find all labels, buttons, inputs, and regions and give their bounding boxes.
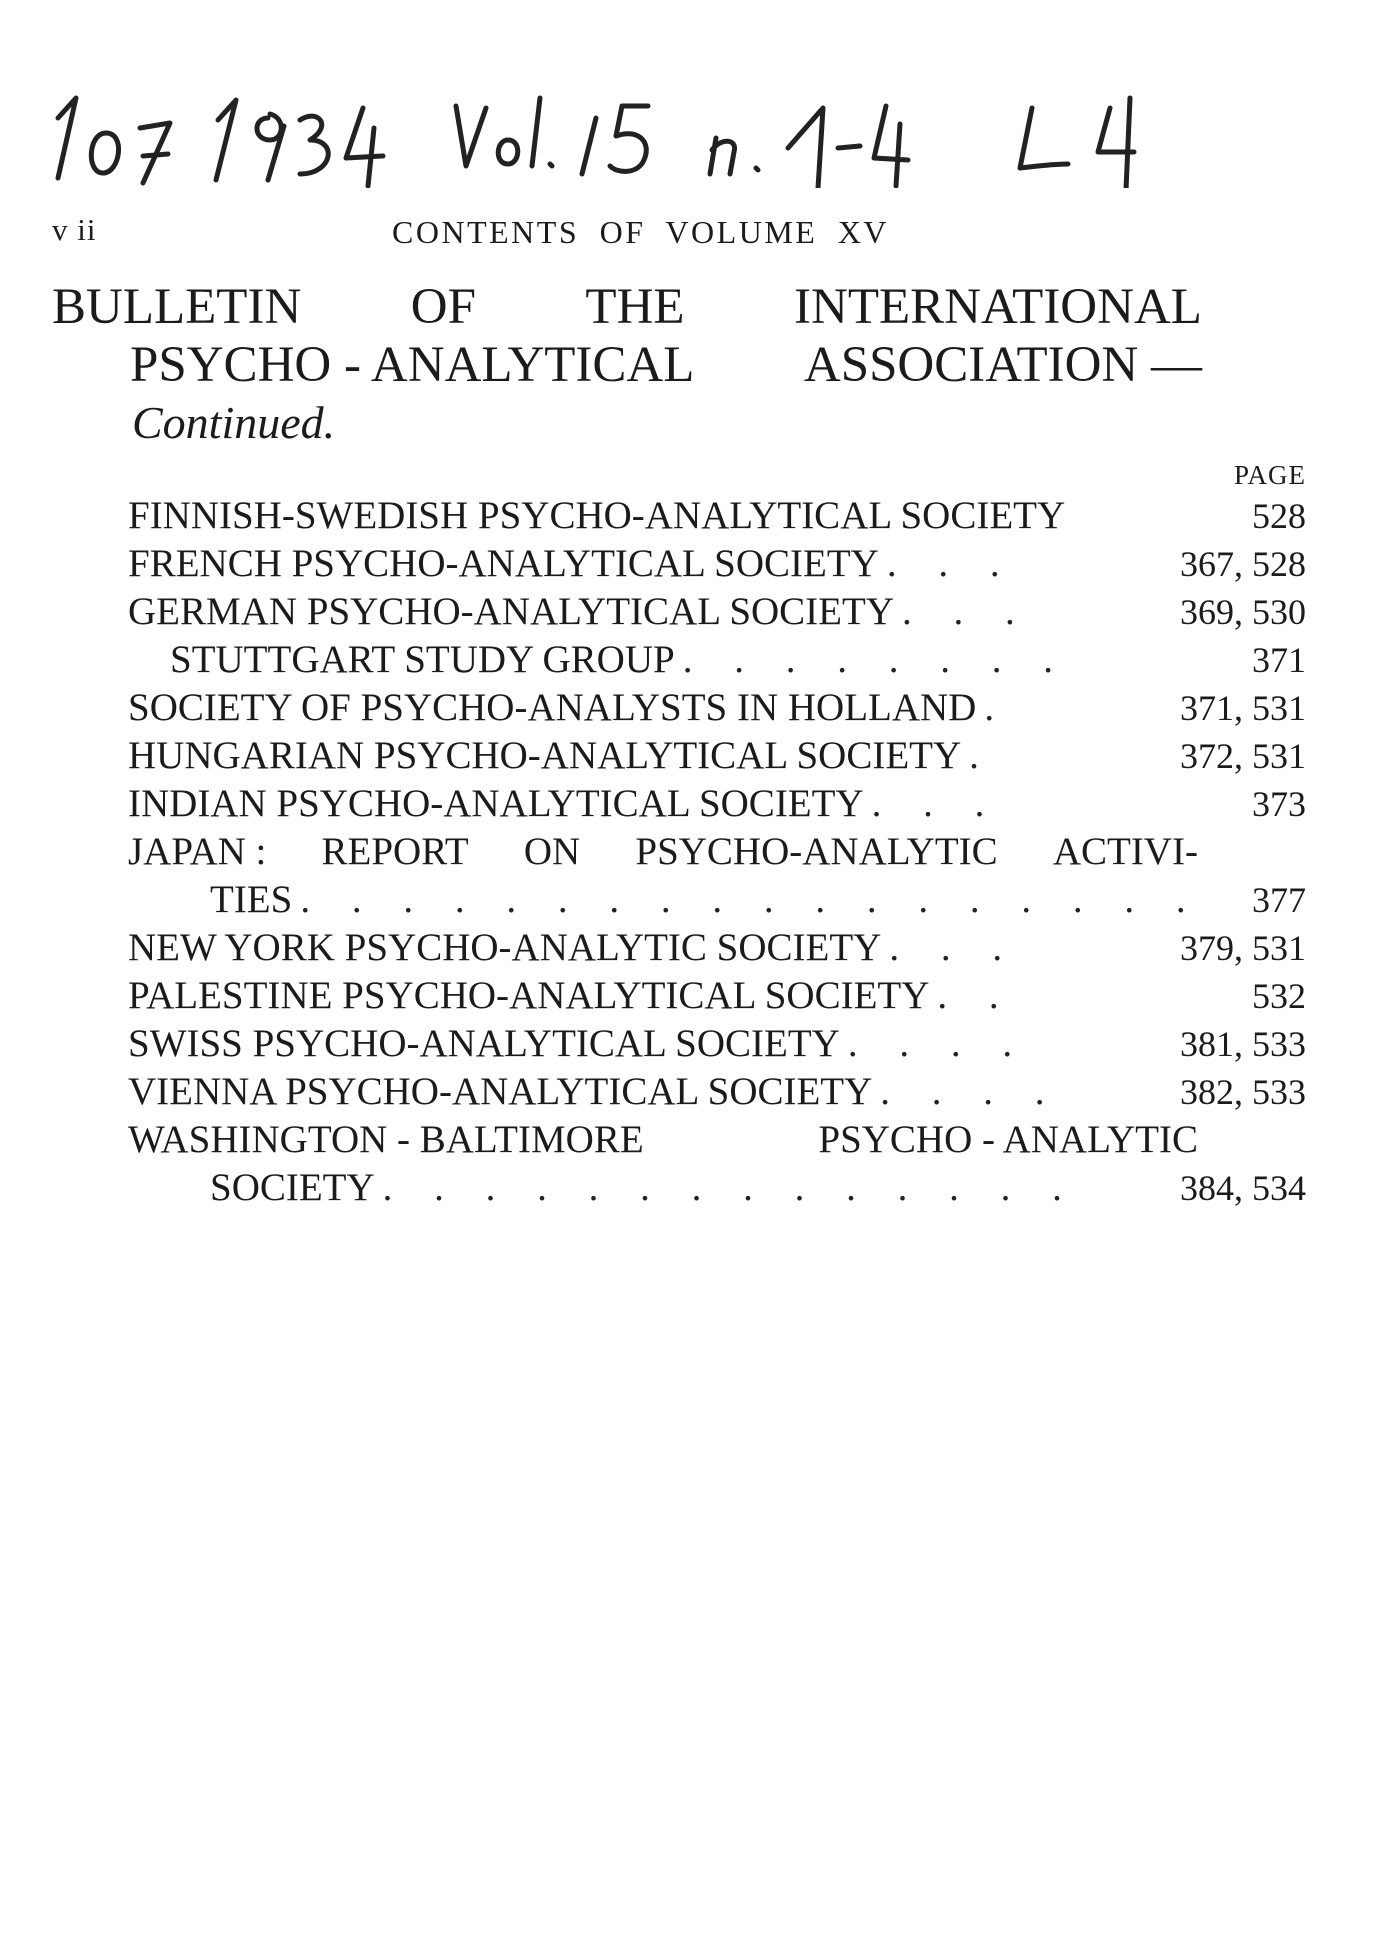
toc-entry-pages: 373 bbox=[1252, 784, 1306, 824]
toc-entry-label: NEW YORK PSYCHO-ANALYTIC SOCIETY bbox=[128, 926, 882, 969]
toc-entry-label: VIENNA PSYCHO-ANALYTICAL SOCIETY bbox=[128, 1070, 873, 1113]
leader-dots: . bbox=[969, 734, 995, 777]
leader-dots: . . . . . . . . . . . . . . . . . . bbox=[300, 878, 1202, 921]
leader-dots: . . . bbox=[901, 590, 1031, 633]
leader-dots: . . . . . . . . . . . . . . bbox=[382, 1166, 1078, 1209]
toc-entry-label: GERMAN PSYCHO-ANALYTICAL SOCIETY bbox=[128, 590, 894, 633]
leader-dots: . . . . bbox=[847, 1022, 1029, 1065]
toc-entry-label: FRENCH PSYCHO-ANALYTICAL SOCIETY bbox=[128, 542, 879, 585]
toc-entry-pages: 377 bbox=[1252, 880, 1306, 920]
label-word: ON bbox=[523, 830, 581, 873]
toc-entry bbox=[128, 1116, 1306, 1212]
title-word: THE bbox=[585, 279, 685, 335]
running-head bbox=[52, 212, 1322, 252]
toc-entry-pages: 371 bbox=[1252, 640, 1306, 680]
toc-entry-label-cont: SOCIETY bbox=[210, 1166, 375, 1209]
toc-entry-pages: 381, 533 bbox=[1180, 1024, 1306, 1064]
toc-entry bbox=[128, 732, 1306, 780]
handwritten-shelfmark bbox=[48, 78, 1228, 188]
leader-dots: . . bbox=[937, 974, 1015, 1017]
running-title: CONTENTS OF VOLUME XV bbox=[392, 214, 890, 250]
toc-entry-pages: 367, 528 bbox=[1180, 544, 1306, 584]
label-word: PSYCHO-ANALYTIC bbox=[635, 830, 998, 873]
toc-entry-pages: 382, 533 bbox=[1180, 1072, 1306, 1112]
toc-entry-label: SWISS PSYCHO-ANALYTICAL SOCIETY bbox=[128, 1022, 840, 1065]
toc-entry-pages: 369, 530 bbox=[1180, 592, 1306, 632]
toc-entry-label: STUTTGART STUDY GROUP bbox=[170, 638, 675, 681]
leader-dots: . . . bbox=[886, 542, 1016, 585]
toc-entry bbox=[128, 828, 1306, 924]
toc-entry-pages: 379, 531 bbox=[1180, 928, 1306, 968]
title-word: OF bbox=[410, 279, 476, 335]
toc-subentry bbox=[128, 636, 1306, 684]
toc-entry bbox=[128, 684, 1306, 732]
toc-entry bbox=[128, 972, 1306, 1020]
toc-entry bbox=[128, 1020, 1306, 1068]
table-of-contents bbox=[128, 460, 1306, 1212]
toc-entry-label bbox=[128, 828, 1198, 876]
toc-entry-label-cont: TIES bbox=[210, 878, 293, 921]
label-word: JAPAN : bbox=[128, 830, 267, 873]
toc-entry-label: HUNGARIAN PSYCHO-ANALYTICAL SOCIETY bbox=[128, 734, 962, 777]
toc-entry-label bbox=[128, 1116, 1198, 1164]
toc-entry-label: FINNISH-SWEDISH PSYCHO-ANALYTICAL SOCIETY bbox=[128, 494, 1066, 537]
toc-entry bbox=[128, 780, 1306, 828]
toc-entry bbox=[128, 588, 1306, 636]
toc-entry-pages: 384, 534 bbox=[1180, 1168, 1306, 1208]
title-word: ASSOCIATION — bbox=[803, 337, 1202, 393]
toc-entry-pages: 372, 531 bbox=[1180, 736, 1306, 776]
label-word: ACTIVI- bbox=[1052, 830, 1198, 873]
label-word: PSYCHO - ANALYTIC bbox=[818, 1118, 1198, 1161]
toc-entry-pages: 371, 531 bbox=[1180, 688, 1306, 728]
toc-entry-continuation bbox=[128, 876, 1306, 924]
section-title bbox=[52, 278, 1202, 452]
leader-dots: . . . bbox=[889, 926, 1019, 969]
section-title-line-2 bbox=[52, 336, 1202, 394]
toc-entry-label: INDIAN PSYCHO-ANALYTICAL SOCIETY bbox=[128, 782, 864, 825]
toc-entry-label: PALESTINE PSYCHO-ANALYTICAL SOCIETY bbox=[128, 974, 930, 1017]
toc-entry-pages: 528 bbox=[1252, 496, 1306, 536]
section-title-line-1 bbox=[52, 278, 1202, 336]
leader-dots: . . . . bbox=[880, 1070, 1061, 1113]
toc-entry-continuation bbox=[128, 1164, 1306, 1212]
toc-entry bbox=[128, 540, 1306, 588]
page-number: v ii bbox=[52, 212, 97, 247]
toc-entry bbox=[128, 1068, 1306, 1116]
leader-dots: . . . . . . . . bbox=[682, 638, 1069, 681]
toc-entry bbox=[128, 492, 1306, 540]
label-word: WASHINGTON - BALTIMORE bbox=[128, 1118, 644, 1161]
page-column-header: PAGE bbox=[1233, 460, 1306, 490]
toc-entry-pages: 532 bbox=[1252, 976, 1306, 1016]
title-word: BULLETIN bbox=[52, 279, 302, 335]
title-word: PSYCHO - ANALYTICAL bbox=[130, 337, 695, 393]
toc-entry bbox=[128, 924, 1306, 972]
title-word: INTERNATIONAL bbox=[794, 279, 1202, 335]
label-word: REPORT bbox=[321, 830, 469, 873]
toc-entry-label: SOCIETY OF PSYCHO-ANALYSTS IN HOLLAND bbox=[128, 686, 977, 729]
section-title-continued: Continued. bbox=[132, 397, 336, 448]
leader-dots: . bbox=[984, 686, 1011, 729]
leader-dots: . . . bbox=[871, 782, 1001, 825]
